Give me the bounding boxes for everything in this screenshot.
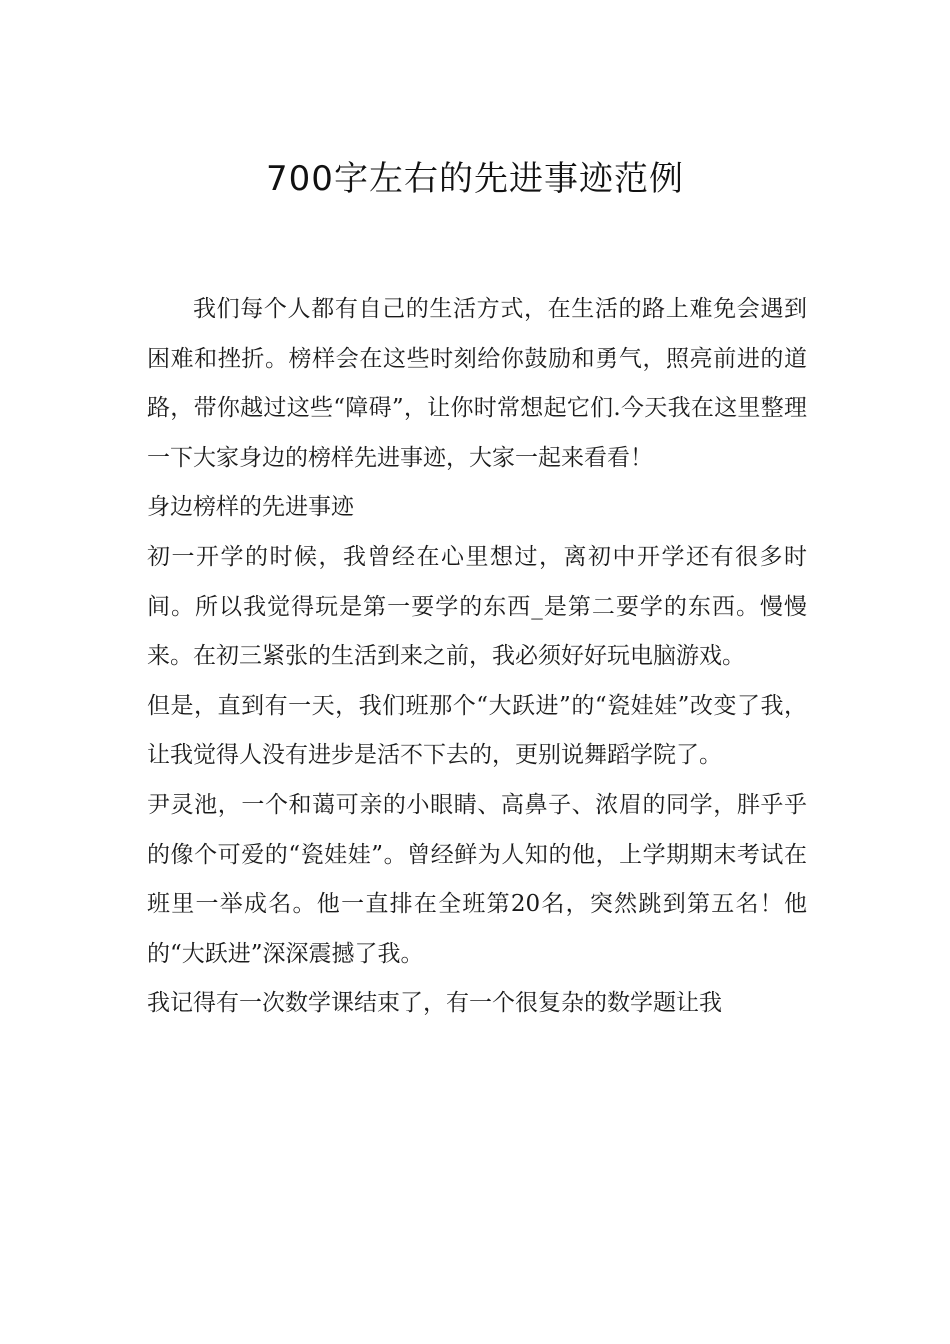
section-heading: 身边榜样的先进事迹 [147,494,354,521]
paragraph-intro: 我们每个人都有自己的生活方式，在生活的路上难免会遇到困难和挫折。榜样会在这些时刻给你鼓励和勇气，照亮前进的道路，带你越过这些“障碍”，让你时常想起它们.今天我在这里整理一下大家身边的榜样先进事迹，大家一起来看看！ [147,296,807,471]
document-body [147,285,807,1029]
paragraph: 我记得有一次数学课结束了，有一个很复杂的数学题让我 [147,990,722,1017]
paragraph: 尹灵池，一个和蔼可亲的小眼睛、高鼻子、浓眉的同学，胖乎乎的像个可爱的“瓷娃娃”。曾经鲜为人知的他，上学期期末考试在班里一举成名。他一直排在全班第20名，突然跳到第五名！他的“大跃进”深深震撼了我。 [147,791,807,967]
paragraph: 初一开学的时候，我曾经在心里想过，离初中开学还有很多时间。所以我觉得玩是第一要学的东西_是第二要学的东西。慢慢来。在初三紧张的生活到来之前，我必须好好玩电脑游戏。 [147,543,807,670]
document-title: 700字左右的先进事迹范例 [266,159,684,199]
paragraph: 但是，直到有一天，我们班那个“大跃进”的“瓷娃娃”改变了我，让我觉得人没有进步是活不下去的，更别说舞蹈学院了。 [147,692,807,769]
